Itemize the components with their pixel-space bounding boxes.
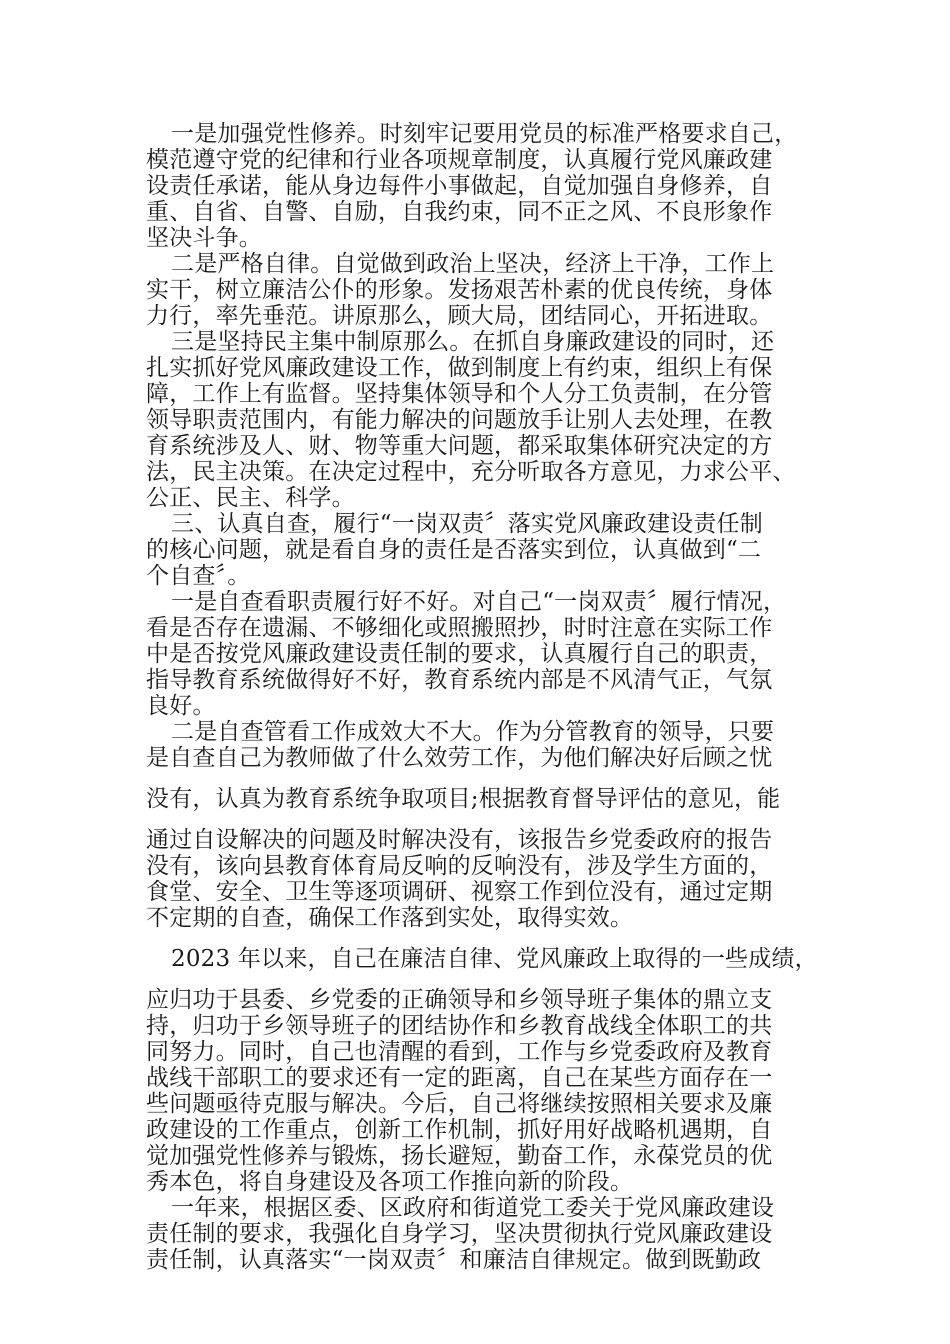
text-line: 领导职责范围内，有能力解决的问题放手让别人去处理，在教	[146, 407, 773, 433]
text-line: 中是否按党风廉政建设责任制的要求，认真履行自己的职责，	[146, 641, 773, 667]
text-line: 三、认真自查，履行“一岗双责〞落实党风廉政建设责任制	[171, 511, 763, 537]
text-line: 责任制，认真落实“一岗双责〞和廉洁自律规定。做到既勤政	[146, 1247, 762, 1273]
text-line: 设责任承诺，能从身边每件小事做起，自觉加强自身修养，自	[146, 173, 773, 199]
text-line: 育系统涉及人、财、物等重大问题，都采取集体研究决定的方	[146, 433, 773, 459]
text-line: 坚决斗争。	[146, 225, 262, 251]
text-line: 食堂、安全、卫生等逐项调研、视察工作到位没有，通过定期	[146, 879, 773, 905]
text-line: 通过自设解决的问题及时解决没有，该报告乡党委政府的报告	[146, 827, 773, 853]
text-line: 没有，该向县教育体育局反响的反响没有，涉及学生方面的，	[146, 853, 773, 879]
text-line: 没有，认真为教育系统争取项目;根据教育督导评估的意见，能	[146, 786, 781, 812]
text-line: 2023 年以来，自己在廉洁自律、党风廉政上取得的一些成绩，	[171, 946, 818, 972]
text-line: 战线干部职工的要求还有一定的距离，自己在某些方面存在一	[146, 1065, 773, 1091]
text-line: 不定期的自查，确保工作落到实处，取得实效。	[146, 905, 634, 931]
text-line: 扎实抓好党风廉政建设工作，做到制度上有约束，组织上有保	[146, 355, 773, 381]
text-line: 模范遵守党的纪律和行业各项规章制度，认真履行党风廉政建	[146, 147, 773, 173]
text-line: 应归功于县委、乡党委的正确领导和乡领导班子集体的鼎立支	[146, 987, 773, 1013]
text-line: 一年来，根据区委、区政府和街道党工委关于党风廉政建设	[171, 1195, 775, 1221]
text-line: 一是自查看职责履行好不好。对自己“一岗双责〞履行情况，	[171, 589, 787, 615]
text-line: 法，民主决策。在决定过程中，充分听取各方意见，力求公平、	[146, 459, 796, 485]
text-line: 秀本色，将自身建设及各项工作推向新的阶段。	[146, 1169, 634, 1195]
text-line: 觉加强党性修养与锻炼，扬长避短，勤奋工作，永葆党员的优	[146, 1143, 773, 1169]
text-line: 持，归功于乡领导班子的团结协作和乡教育战线全体职工的共	[146, 1013, 773, 1039]
text-line: 的核心问题，就是看自身的责任是否落实到位，认真做到“二	[146, 537, 762, 563]
text-line: 实干，树立廉洁公仆的形象。发扬艰苦朴素的优良传统，身体	[146, 277, 773, 303]
text-line: 指导教育系统做得好不好，教育系统内部是不风清气正，气氛	[146, 667, 773, 693]
text-line: 政建设的工作重点，创新工作机制，抓好用好战略机遇期，自	[146, 1117, 773, 1143]
text-line: 重、自省、自警、自励，自我约束，同不正之风、不良形象作	[146, 199, 773, 225]
text-line: 障，工作上有监督。坚持集体领导和个人分工负责制，在分管	[146, 381, 773, 407]
text-line: 公正、民主、科学。	[146, 485, 355, 511]
text-line: 二是严格自律。自觉做到政治上坚决，经济上干净，工作上	[171, 251, 775, 277]
text-line: 一是加强党性修养。时刻牢记要用党员的标准严格要求自己，	[171, 121, 798, 147]
text-line: 个自查〞。	[146, 563, 251, 589]
text-line: 看是否存在遗漏、不够细化或照搬照抄，时时注意在实际工作	[146, 615, 773, 641]
text-line: 力行，率先垂范。讲原那么，顾大局，团结同心，开拓进取。	[146, 303, 773, 329]
text-line: 同努力。同时，自己也清醒的看到，工作与乡党委政府及教育	[146, 1039, 773, 1065]
text-line: 良好。	[146, 693, 216, 719]
text-line: 三是坚持民主集中制原那么。在抓自身廉政建设的同时，还	[171, 329, 775, 355]
text-line: 二是自查管看工作成效大不大。作为分管教育的领导，只要	[171, 719, 775, 745]
text-line: 些问题亟待克服与解决。今后，自己将继续按照相关要求及廉	[146, 1091, 773, 1117]
text-line: 责任制的要求，我强化自身学习，坚决贯彻执行党风廉政建设	[146, 1221, 773, 1247]
text-line: 是自查自己为教师做了什么效劳工作，为他们解决好后顾之忧	[146, 745, 773, 771]
